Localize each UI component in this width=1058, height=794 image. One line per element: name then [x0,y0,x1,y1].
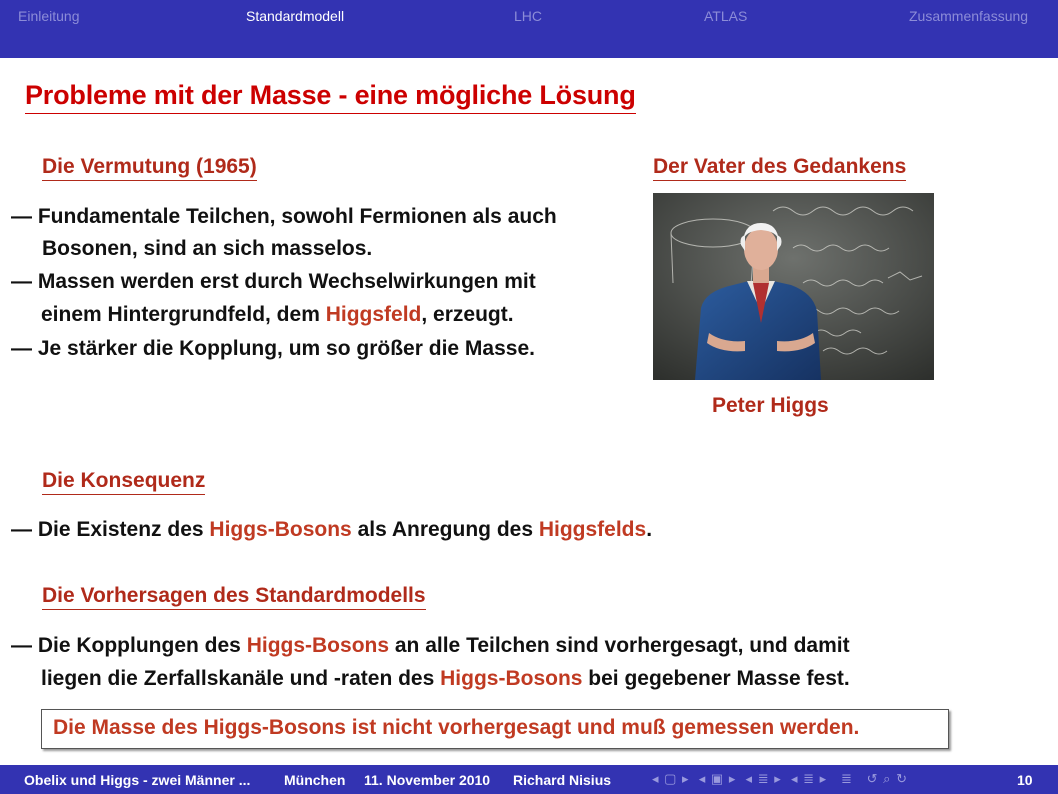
top-navigation-bar [0,0,1058,58]
highlight-higgsfelds: Higgsfelds [538,518,647,541]
bullet-line: Bosonen, sind an sich masselos. [42,237,373,260]
text-run: . [646,518,653,541]
heading-vater: Der Vater des Gedankens [653,155,906,181]
nav-item-lhc[interactable]: LHC [514,8,543,24]
bullet-line [41,303,514,327]
text-run: — Die Existenz des [11,518,210,541]
bullet-line: — Massen werden erst durch Wechselwirkungen mit [11,270,536,293]
bullet-line [41,667,850,691]
footer-author: Richard Nisius [513,772,612,788]
photo-caption: Peter Higgs [712,394,829,417]
bullet-line [11,634,850,658]
footer-city: München [284,772,346,788]
highlight-note-box [41,709,949,749]
bullet-line: — Fundamentale Teilchen, sowohl Fermionen als auch [11,205,557,228]
footer-talk-title: Obelix und Higgs - zwei Männer ... [24,772,251,788]
footer-date: 11. November 2010 [364,772,491,788]
page-number: 10 [1017,772,1033,788]
highlight-higgsfeld: Higgsfeld [325,303,422,326]
footer-bar [0,765,1058,794]
text-run: — Die Kopplungen des [11,634,247,657]
text-run: , erzeugt. [421,303,514,326]
text-run: an alle Teilchen sind vorhergesagt, und damit [389,634,850,657]
heading-vermutung: Die Vermutung (1965) [42,155,257,181]
peter-higgs-photo [653,193,934,380]
note-text: Die Masse des Higgs-Bosons ist nicht vorhergesagt und muß gemessen werden. [53,716,860,739]
heading-vorhersagen: Die Vorhersagen des Standardmodells [42,584,426,610]
text-run: liegen die Zerfallskanäle und -raten des [41,667,441,690]
bullet-line [11,518,652,542]
bullet-line: — Je stärker die Kopplung, um so größer die Masse. [11,337,535,360]
text-run: bei gegebener Masse fest. [582,667,850,690]
beamer-navigation-icons[interactable]: ◂ ▢ ▸ ◂ ▣ ▸ ◂ ≣ ▸ ◂ ≣ ▸ ≣ ↺ ⌕ ↻ [652,771,908,786]
text-run: als Anregung des [351,518,539,541]
nav-item-standardmodell[interactable]: Standardmodell [246,8,345,24]
heading-konsequenz: Die Konsequenz [42,469,205,495]
slide-title: Probleme mit der Masse - eine mögliche Lösung [25,80,636,114]
highlight-higgs-bosons: Higgs-Bosons [209,518,352,541]
highlight-higgs-bosons: Higgs-Bosons [246,634,390,657]
highlight-higgs-bosons: Higgs-Bosons [440,667,583,690]
nav-item-einleitung[interactable]: Einleitung [18,8,80,24]
text-run: einem Hintergrundfeld, dem [41,303,326,326]
nav-item-zusammenfassung[interactable]: Zusammenfassung [909,8,1029,24]
nav-item-atlas[interactable]: ATLAS [704,8,748,24]
